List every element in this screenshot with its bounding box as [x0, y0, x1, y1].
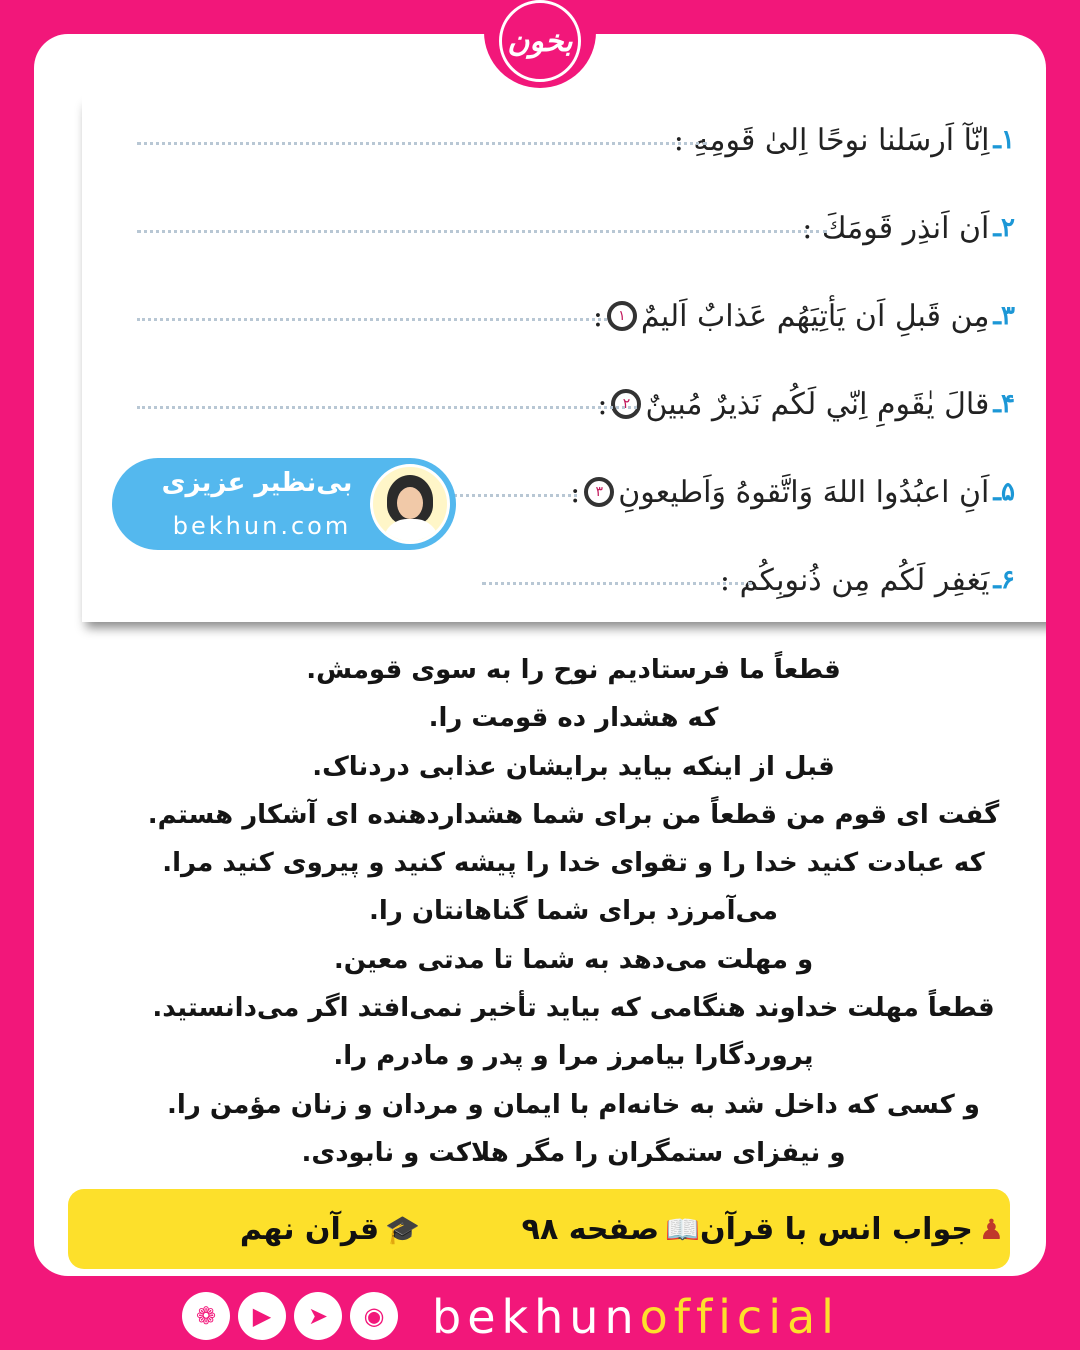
translation-line: که هشدار ده قومت را. — [428, 703, 719, 734]
answer-line — [482, 576, 752, 585]
verse-3: ۳ـ مِن قَبلِ اَن يَأتِيَهُم عَذابٌ اَليمٌ ١ : — [592, 298, 1015, 334]
translation-text — [82, 646, 1046, 1177]
brand-accent: official — [639, 1290, 840, 1344]
verse-text: يَغفِر لَكُم مِن ذُنوبِكُم : — [719, 562, 990, 598]
translation-line: می‌آمرزد برای شما گناهانتان را. — [369, 896, 778, 927]
verse-number: ۶ـ — [993, 565, 1015, 595]
answer-line — [137, 400, 637, 409]
verse-number: ۴ـ — [993, 389, 1015, 419]
verse-text: اَن اَنذِر قَومَكَ : — [802, 210, 990, 246]
translation-line: و مهلت می‌دهد به شما تا مدتی معین. — [333, 944, 814, 975]
answer-book — [240, 1189, 420, 1269]
social-icons — [182, 1292, 398, 1342]
answer-book-label: قرآن نهم — [239, 1211, 380, 1247]
answer-title-label: جواب انس با قرآن — [700, 1211, 973, 1247]
verse-text: اِنّآ اَرسَلنا نوحًا اِلیٰ قَومِهِ : — [673, 122, 990, 158]
verse-number: ۱ـ — [993, 125, 1015, 155]
verse-2 — [802, 198, 1015, 258]
open-book-icon: 📖 — [665, 1212, 700, 1246]
aparat-icon[interactable]: ❁ — [182, 1292, 230, 1340]
ayah-end-mark: ٣ — [584, 477, 614, 507]
telegram-icon[interactable]: ➤ — [294, 1292, 342, 1340]
verse-6 — [720, 550, 1015, 610]
verse-text: مِن قَبلِ اَن يَأتِيَهُم عَذابٌ اَليمٌ — [640, 298, 990, 334]
translation-line: و نیفزای ستمگران را مگر هلاکت و نابودی. — [301, 1137, 846, 1168]
answer-page — [522, 1189, 700, 1269]
answer-page-label: صفحه ۹۸ — [521, 1211, 660, 1247]
translation-line: قطعاً ما فرستادیم نوح را به سوی قومش. — [306, 655, 841, 685]
author-name: بی‌نظیر عزیزی — [161, 468, 353, 498]
brand-main: bekhun — [432, 1290, 640, 1344]
youtube-icon[interactable]: ▶ — [238, 1292, 286, 1340]
ayah-end-mark: ٢ — [611, 389, 641, 419]
brand-logo: بخون — [499, 0, 581, 82]
footer-brand — [432, 1290, 840, 1344]
content-card — [34, 34, 1046, 1276]
avatar — [370, 464, 450, 544]
verse-text: اَنِ اعبُدُوا اللهَ وَاتَّقوهُ وَاَطيعونِ — [618, 474, 990, 510]
author-site-link[interactable]: bekhun.com — [172, 512, 352, 540]
ayah-end-mark: ١ — [607, 301, 637, 331]
verse-number: ۳ـ — [993, 301, 1015, 331]
answer-line — [137, 224, 827, 233]
verse-4: ۴ـ قالَ يٰقَومِ اِنّي لَكُم نَذيرٌ مُبينٌ ٢ : — [597, 386, 1015, 422]
author-badge[interactable] — [112, 458, 456, 550]
instagram-icon[interactable]: ◉ — [350, 1292, 398, 1340]
translation-line: قطعاً مهلت خداوند هنگامی که بیاید تأخیر نمی‌افتد اگر می‌دانستید. — [152, 993, 995, 1024]
translation-line: که عبادت کنید خدا را و تقوای خدا را پیشه کنید و پیروی کنید مرا. — [162, 848, 985, 879]
answer-title — [700, 1189, 1004, 1269]
teacher-icon: ♟ — [978, 1212, 1004, 1246]
translation-line: و کسی که داخل شد به خانه‌ام با ایمان و مردان و زنان مؤمن را. — [167, 1089, 980, 1120]
translation-line: قبل از اینکه بیاید برایشان عذابی دردناک. — [312, 751, 835, 782]
answer-info-bar — [68, 1189, 1010, 1269]
graduation-cap-icon: 🎓 — [385, 1212, 420, 1246]
verse-1 — [674, 110, 1015, 170]
verse-text: قالَ يٰقَومِ اِنّي لَكُم نَذيرٌ مُبينٌ — [645, 386, 990, 422]
verse-5: ۵ـ اَنِ اعبُدُوا اللهَ وَاتَّقوهُ وَاَطيعونِ ٣ : — [570, 474, 1015, 510]
verse-number: ۵ـ — [993, 477, 1015, 507]
answer-line — [137, 312, 607, 321]
translation-line: گفت ای قوم من قطعاً من برای شما هشداردهنده ای آشکار هستم. — [147, 799, 1000, 830]
answer-line — [137, 136, 707, 145]
verse-number: ۲ـ — [993, 213, 1015, 243]
translation-line: پروردگارا بیامرز مرا و پدر و مادرم را. — [333, 1041, 814, 1072]
